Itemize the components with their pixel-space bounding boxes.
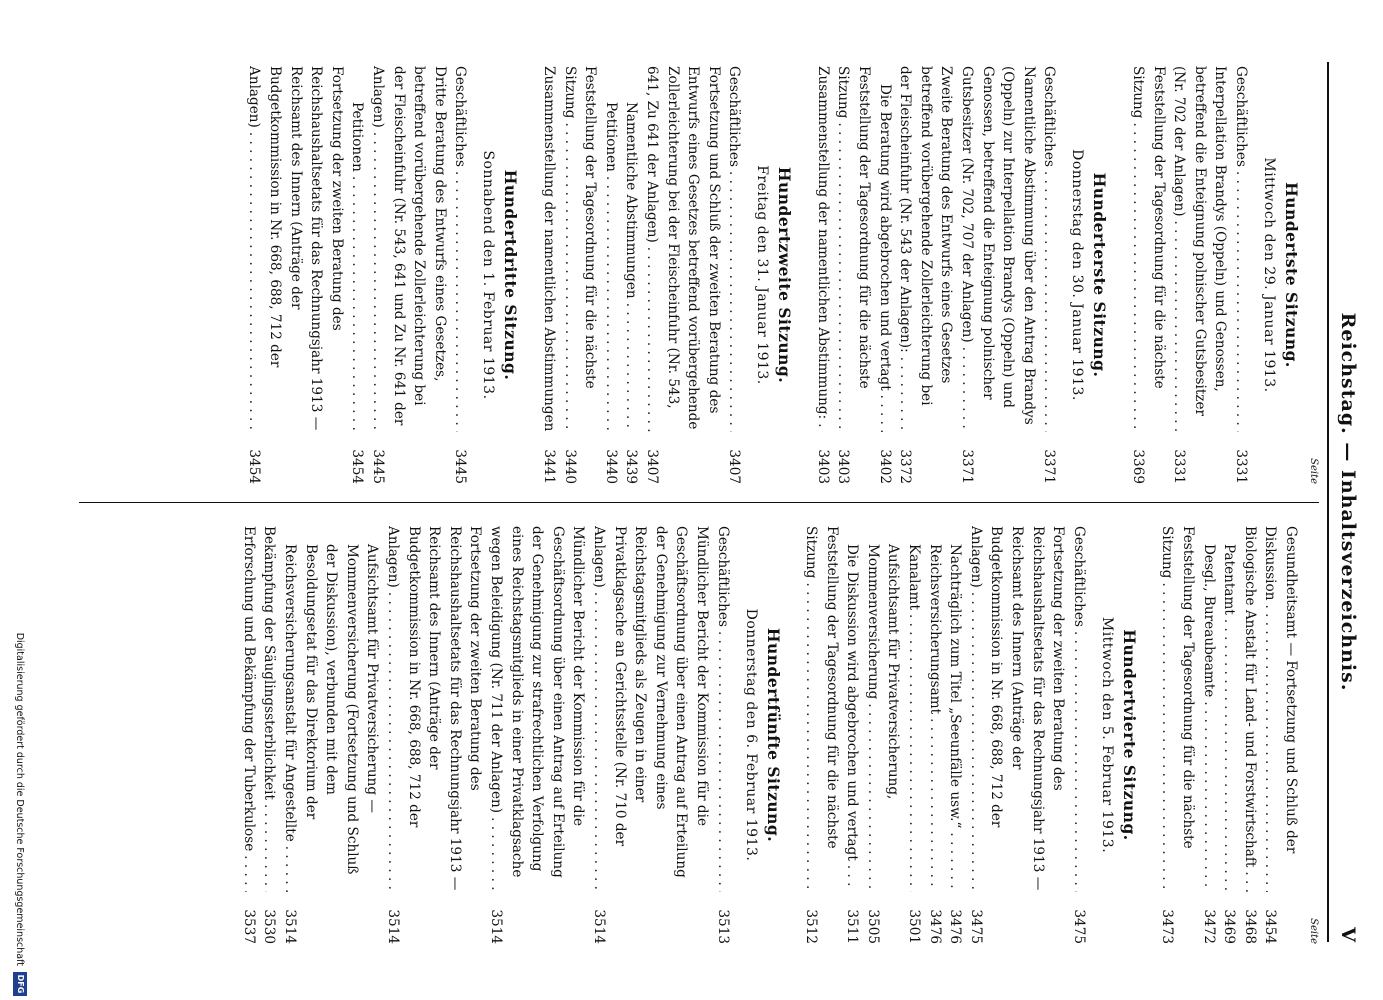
sitzung-title: Hundertfünfte Sitzung. (763, 627, 783, 843)
toc-entry-text: Die Beratung wird abgebrochen und vertagt . . . (874, 66, 895, 432)
toc-entry-page: 3440 (600, 432, 621, 484)
toc-entry-page: 3505 (862, 892, 883, 944)
column-divider (79, 502, 1319, 503)
toc-entry-page: 3445 (450, 432, 471, 484)
toc-entry-text: Geschäftliches . . . (1039, 66, 1060, 432)
toc-entry-text: Geschäftliches . . . (724, 66, 745, 432)
toc-entry (485, 526, 588, 944)
toc-entry-page: 3514 (382, 892, 403, 944)
sitzung-title: Hundertvierte Sitzung. (1119, 629, 1139, 841)
toc-entry (712, 526, 733, 944)
toc-entry-page: 3454 (244, 432, 265, 484)
toc-entry (259, 526, 280, 944)
toc-entry (895, 66, 957, 484)
toc-entry (862, 526, 903, 944)
toc-entry (621, 66, 642, 484)
toc-entry (1239, 526, 1260, 944)
toc-entry (538, 66, 559, 484)
seite-label: Seite (1308, 458, 1319, 484)
toc-entry-text: Petitionen . . . (600, 66, 621, 432)
toc-entry-page: 3514 (279, 892, 300, 944)
toc-entry (244, 66, 347, 484)
toc-entry-page: 3441 (538, 432, 559, 484)
right-column-continuation (1143, 526, 1301, 944)
toc-entry (1260, 526, 1301, 944)
toc-entry-text: Aufsichtsamt für Privatversicherung — Mommenversicherung (Fortsetzung und Schluß der Diskussion), verbunden mit dem Besoldungsetat für das Direktorium der Reichsversicherungsanstalt für Angestellte . . . (279, 526, 382, 892)
toc-entry (588, 526, 712, 944)
toc-entry-text: Interpellation Brandys (Oppeln) und Genossen, betreffend die Enteignung polnischer Gutsbesitzer (Nr. 702 der Anlagen) . . . (1169, 66, 1231, 432)
toc-entry-page: 3512 (801, 892, 822, 944)
toc-entry-text: Biologische Anstalt für Land- und Forstwirtschaft . . . (1239, 526, 1260, 892)
toc-entry-page: 3439 (621, 432, 642, 484)
toc-entry-page: 3537 (238, 892, 259, 944)
toc-entry-page: 3440 (559, 432, 580, 484)
toc-entry-text: Gesundheitsamt — Fortsetzung und Schluß der Diskussion . . . (1260, 526, 1301, 892)
toc-entry-text: Feststellung der Tagesordnung für die nächste Sitzung . . . (1157, 526, 1198, 892)
toc-entry-text: Mündlicher Bericht der Kommission für die Geschäftsordnung über einen Antrag auf Erteilung der Genehmigung zur strafrechtlichen Verfolgung eines Reichstagsmitglieds in einer Privatklagsache wegen Beleidigung (Nr. 711 der Anlagen) . . . (485, 526, 588, 892)
toc-entry-text: Fortsetzung der zweiten Beratung des Reichshaushaltsetats für das Rechnungsjahr 1913 — Reichsamt des Innern (Anträge der Budgetkommission in Nr. 668, 688, 712 der Anlagen) . . . (965, 526, 1068, 892)
toc-entry (833, 66, 874, 484)
toc-entry-text: Bekämpfung der Säuglingssterblichkeit . . . (259, 526, 280, 892)
toc-entry (1039, 66, 1060, 484)
toc-entry-page: 3454 (347, 432, 368, 484)
toc-entry-text: Geschäftliches . . . (450, 66, 471, 432)
sitzung-date: Mittwoch den 5. Februar 1913. (1098, 616, 1115, 854)
sitzung-date: Mittwoch den 29. Januar 1913. (1261, 157, 1277, 393)
toc-entry (1169, 66, 1231, 484)
sitzung-title: Hunderterste Sitzung. (1090, 172, 1110, 378)
page-footer (7, 0, 31, 1000)
toc-entry-page: 3513 (712, 892, 733, 944)
sitzung-title: Hundertste Sitzung. (1282, 182, 1301, 368)
toc-entry-page: 3403 (812, 432, 833, 484)
toc-entry-page: 3371 (956, 432, 977, 484)
toc-entry (1127, 66, 1168, 484)
toc-entry (801, 526, 842, 944)
toc-entry-text: Namentliche Abstimmungen . . . (621, 66, 642, 432)
toc-entry (724, 66, 745, 484)
toc-entry (450, 66, 471, 484)
toc-entry (641, 66, 723, 484)
toc-entry (347, 66, 368, 484)
toc-entry-page: 3473 (1157, 892, 1178, 944)
toc-entry (382, 526, 485, 944)
toc-entry-page: 3472 (1198, 892, 1219, 944)
toc-entry-text: Petitionen . . . (347, 66, 368, 432)
toc-entry-text: Fortsetzung der zweiten Beratung des Reichshaushaltsetats für das Rechnungsjahr 1913 — Reichsamt des Innern (Anträge der Budgetkommission in Nr. 668, 688, 712 der Anlagen) . . . (382, 526, 485, 892)
toc-entry-text: Feststellung der Tagesordnung für die nächste Sitzung . . . (559, 66, 600, 432)
toc-entry (874, 66, 895, 484)
sitzung-title: Hundertzweite Sitzung. (775, 166, 795, 384)
toc-entry (842, 526, 863, 944)
toc-entry-page: 3511 (842, 892, 863, 944)
toc-entry-page: 3454 (1260, 892, 1281, 944)
toc-entry-text: Dritte Beratung des Entwurfs eines Gesetzes, betreffend vorübergehende Zollerleichterung bei der Fleischeinfuhr (Nr. 543, 641 und Zu Nr. 641 der Anlagen) . . . (367, 66, 449, 432)
toc-entry-page: 3403 (833, 432, 854, 484)
toc-entry (1230, 66, 1251, 484)
toc-entry-text: Mündlicher Bericht der Kommission für die Geschäftsordnung über einen Antrag auf Erteilung der Genehmigung zur Vernehmung eines Reichstagsmitglieds als Zeugen in einer Privatklagsache an Gerichtsstelle (Nr. 710 der Anlagen) . . . (588, 526, 712, 892)
toc-entry-text: Zusammenstellung der namentlichen Abstimmungen . . . (538, 66, 559, 432)
toc-entry-page: 3407 (724, 432, 745, 484)
toc-entry (904, 526, 925, 944)
toc-entry-page: 3469 (1219, 892, 1240, 944)
toc-entry-text: Geschäftliches . . . (1230, 66, 1251, 432)
toc-entry (1219, 526, 1240, 944)
dfg-logo: DFG (13, 972, 27, 996)
toc-entry-text: Kanalamt . . . (904, 526, 925, 892)
toc-entry-text: Namentliche Abstimmung über den Antrag Brandys (Oppeln) zur Interpellation Brandys (Oppeln) und Genossen, betreffend die Enteignung polnischer Gutsbesitzer (Nr. 702, 707 der Anlagen) . . . (956, 66, 1038, 432)
toc-entry-page: 3407 (641, 432, 662, 484)
toc-entry-text: Desgl., Bureaubeamte . . . (1198, 526, 1219, 892)
toc-entry-text: Erforschung und Bekämpfung der Tuberkulose . . . (238, 526, 259, 892)
toc-entry-page: 3331 (1230, 432, 1251, 484)
toc-entry (945, 526, 966, 944)
footer-credit: Digitalisierung gefördert durch die Deutsche Forschungsgemeinschaft (14, 632, 25, 966)
toc-entry-text: Patentamt . . . (1219, 526, 1240, 892)
sitzung-date: Freitag den 31. Januar 1913. (754, 165, 771, 385)
toc-entry-text: Fortsetzung und Schluß der zweiten Beratung des Entwurfs eines Gesetzes betreffend vorübergehende Zollerleichterung bei der Fleischeinfuhr (Nr. 543, 641, Zu 641 der Anlagen) . . . (641, 66, 723, 432)
toc-entry-page: 3476 (924, 892, 945, 944)
toc-entry-page: 3468 (1239, 892, 1260, 944)
seite-label: Seite (1308, 918, 1319, 944)
toc-entry (965, 526, 1068, 944)
header-rule (1327, 62, 1329, 942)
toc-entry-page: 3402 (874, 432, 895, 484)
toc-entry-text: Feststellung der Tagesordnung für die nächste Sitzung . . . (833, 66, 874, 432)
toc-entry-text: Geschäftliches . . . (712, 526, 733, 892)
sitzung-date: Donnerstag den 6. Februar 1913. (742, 608, 759, 862)
toc-entry-page: 3475 (1068, 892, 1089, 944)
toc-entry-page: 3501 (904, 892, 925, 944)
toc-entry-text: Feststellung der Tagesordnung für die nächste Sitzung . . . (801, 526, 842, 892)
toc-entry-page: 3372 (895, 432, 916, 484)
toc-entry (367, 66, 449, 484)
toc-entry-text: Nachträglich zum Titel „Seeunfälle usw.“ . . . (945, 526, 966, 892)
toc-entry-page: 3530 (259, 892, 280, 944)
toc-entry (956, 66, 1038, 484)
toc-entry (812, 66, 833, 484)
toc-entry-text: Feststellung der Tagesordnung für die nächste Sitzung . . . (1127, 66, 1168, 432)
toc-entry-text: Geschäftliches . . . (1068, 526, 1089, 892)
toc-entry-page: 3369 (1127, 432, 1148, 484)
toc-entry (1157, 526, 1198, 944)
toc-entry-text: Zusammenstellung der namentlichen Abstimmung: . . . (812, 66, 833, 432)
toc-entry (279, 526, 382, 944)
toc-entry (924, 526, 945, 944)
page-number: V (1337, 927, 1359, 942)
page-header (1331, 62, 1361, 942)
toc-entry (559, 66, 600, 484)
toc-entry (1068, 526, 1089, 944)
running-title: Reichstag. — Inhaltsverzeichnis. (1337, 312, 1359, 692)
right-column (224, 526, 1319, 944)
toc-entry-page: 3475 (965, 892, 986, 944)
toc-entry-text: Die Diskussion wird abgebrochen und vertagt . . . (842, 526, 863, 892)
toc-entry-text: Fortsetzung der zweiten Beratung des Reichshaushaltsetats für das Rechnungsjahr 1913 — Reichsamt des Innern (Anträge der Budgetkommission in Nr. 668, 688, 712 der Anlagen) . . . (244, 66, 347, 432)
sitzung-date: Donnerstag den 30. Januar 1913. (1069, 149, 1086, 401)
toc-entry-text: Aufsichtsamt für Privatversicherung, Mommenversicherung . . . (862, 526, 903, 892)
toc-entry (600, 66, 621, 484)
toc-entry-page: 3514 (588, 892, 609, 944)
sitzung-title: Hundertdritte Sitzung. (501, 169, 521, 381)
toc-entry-page: 3514 (485, 892, 506, 944)
toc-entry-page: 3476 (945, 892, 966, 944)
toc-entry (238, 526, 259, 944)
sitzung-date: Sonnabend den 1. Februar 1913. (480, 150, 497, 400)
toc-entry (1198, 526, 1219, 944)
toc-entry-text: Zweite Beratung des Entwurfs eines Gesetzes betreffend vorübergehende Zollerleichterung bei der Fleischeinfuhr (Nr. 543 der Anlagen): . . . (895, 66, 957, 432)
toc-entry-page: 3331 (1169, 432, 1190, 484)
left-column (230, 66, 1319, 484)
toc-entry-page: 3445 (367, 432, 388, 484)
toc-entry-text: Reichsversicherungsamt . . . (924, 526, 945, 892)
toc-entry-page: 3371 (1039, 432, 1060, 484)
